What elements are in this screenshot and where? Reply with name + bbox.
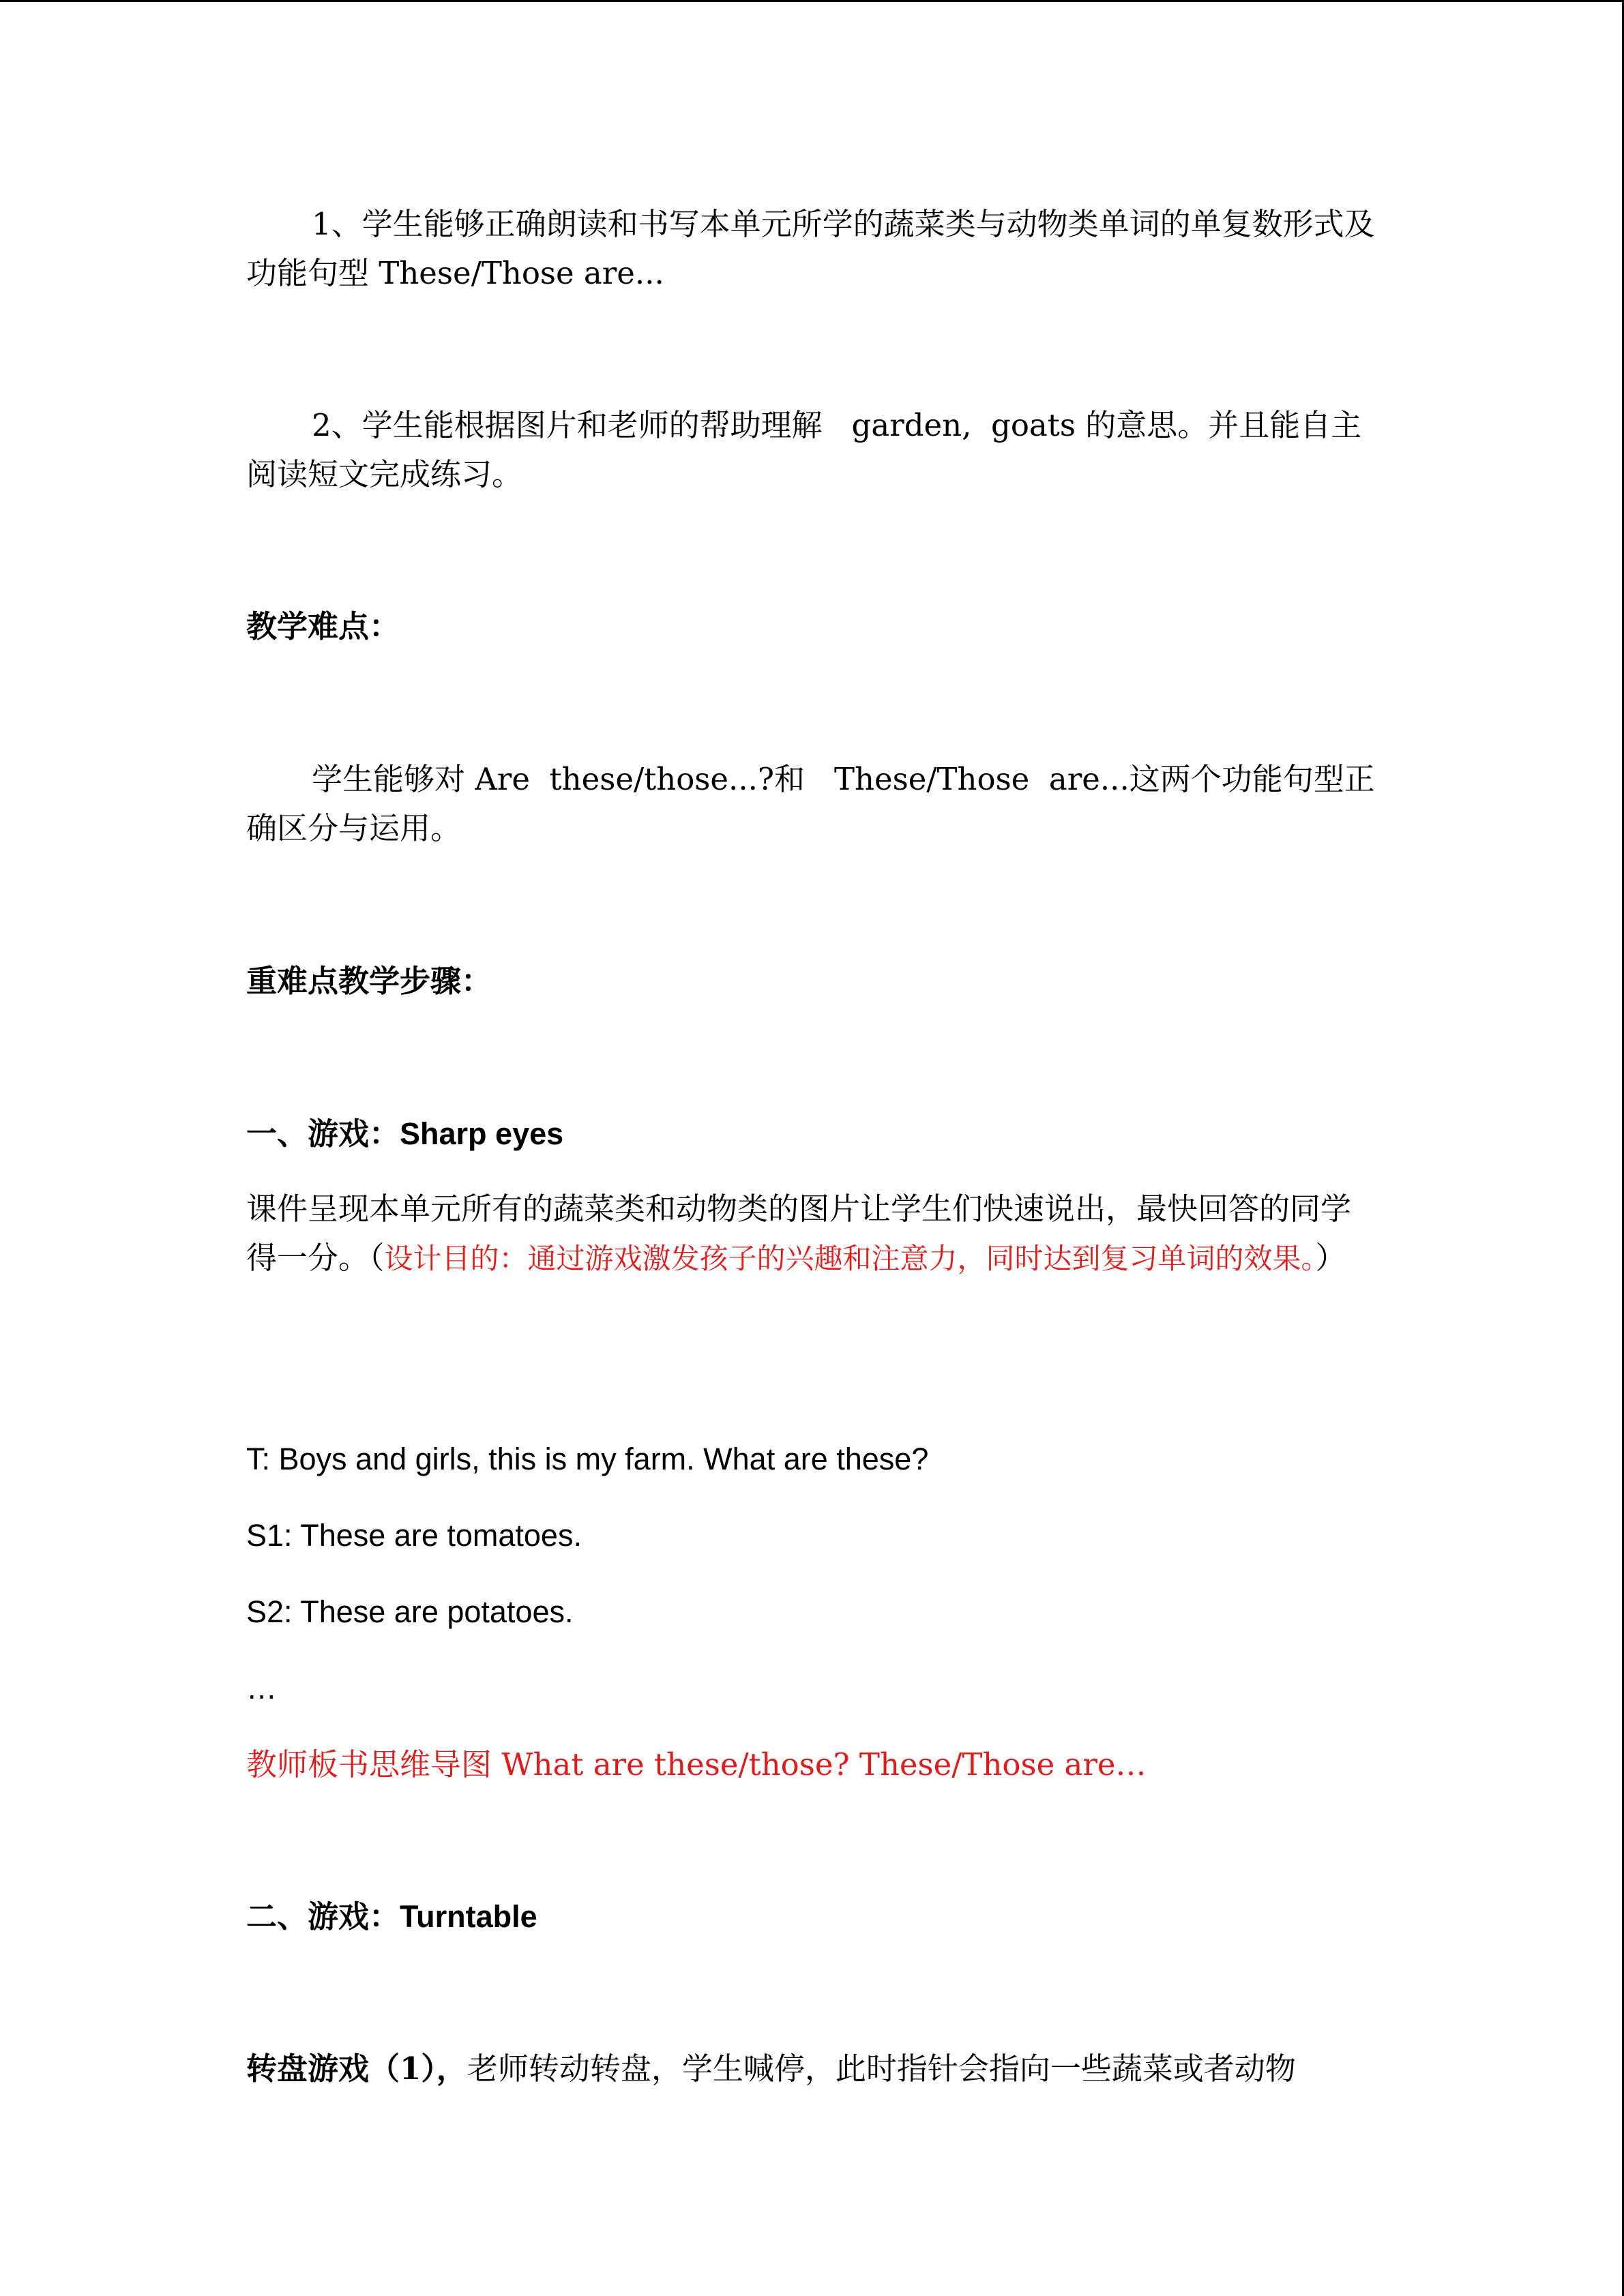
objective-1: 1、学生能够正确朗读和书写本单元所学的蔬菜类与动物类单词的单复数形式及功能句型 These/Those are... [246,206,1375,291]
game1-description-text: 课件呈现本单元所有的蔬菜类和动物类的图片让学生们快速说出，最快回答的同学得一分。（ [246,1191,1352,1276]
steps-heading: 重难点教学步骤： [246,963,492,999]
mindmap-note: 教师板书思维导图 What are these/those? These/Those are… [246,1746,1147,1783]
game2-title-cn: 二、游戏： [246,1898,400,1935]
turntable-text: 老师转动转盘，学生喊停，此时指针会指向一些蔬菜或者动物 [467,2051,1296,2087]
dialogue-student-2: S2: These are potatoes. [246,1594,574,1629]
difficulty-heading: 教学难点： [246,608,400,644]
turntable-label: 转盘游戏（1）， [246,2051,467,2087]
game1-title-cn: 一、游戏： [246,1116,400,1152]
game1-title [246,1109,1378,1159]
dialogue-ellipsis: … [246,1671,277,1705]
game1-close-paren: ） [1315,1240,1346,1276]
dialogue-teacher: T: Boys and girls, this is my farm. What are these? [246,1442,929,1476]
game2-title-en: Turntable [400,1899,537,1934]
game1-title-en: Sharp eyes [400,1116,564,1151]
turntable-paragraph [246,2044,1378,2093]
game2-title [246,1892,1378,1941]
objective-2: 2、学生能根据图片和老师的帮助理解 garden, goats 的意思。并且能自主阅读短文完成练习。 [246,407,1362,492]
difficulty-text: 学生能够对 Are these/those...?和 These/Those are...这两个功能句型正确区分与运用。 [246,761,1375,846]
dialogue-student-1: S1: These are tomatoes. [246,1518,582,1553]
game1-design-note: 设计目的：通过游戏激发孩子的兴趣和注意力，同时达到复习单词的效果。 [384,1242,1316,1275]
game1-description [246,1184,1378,1283]
